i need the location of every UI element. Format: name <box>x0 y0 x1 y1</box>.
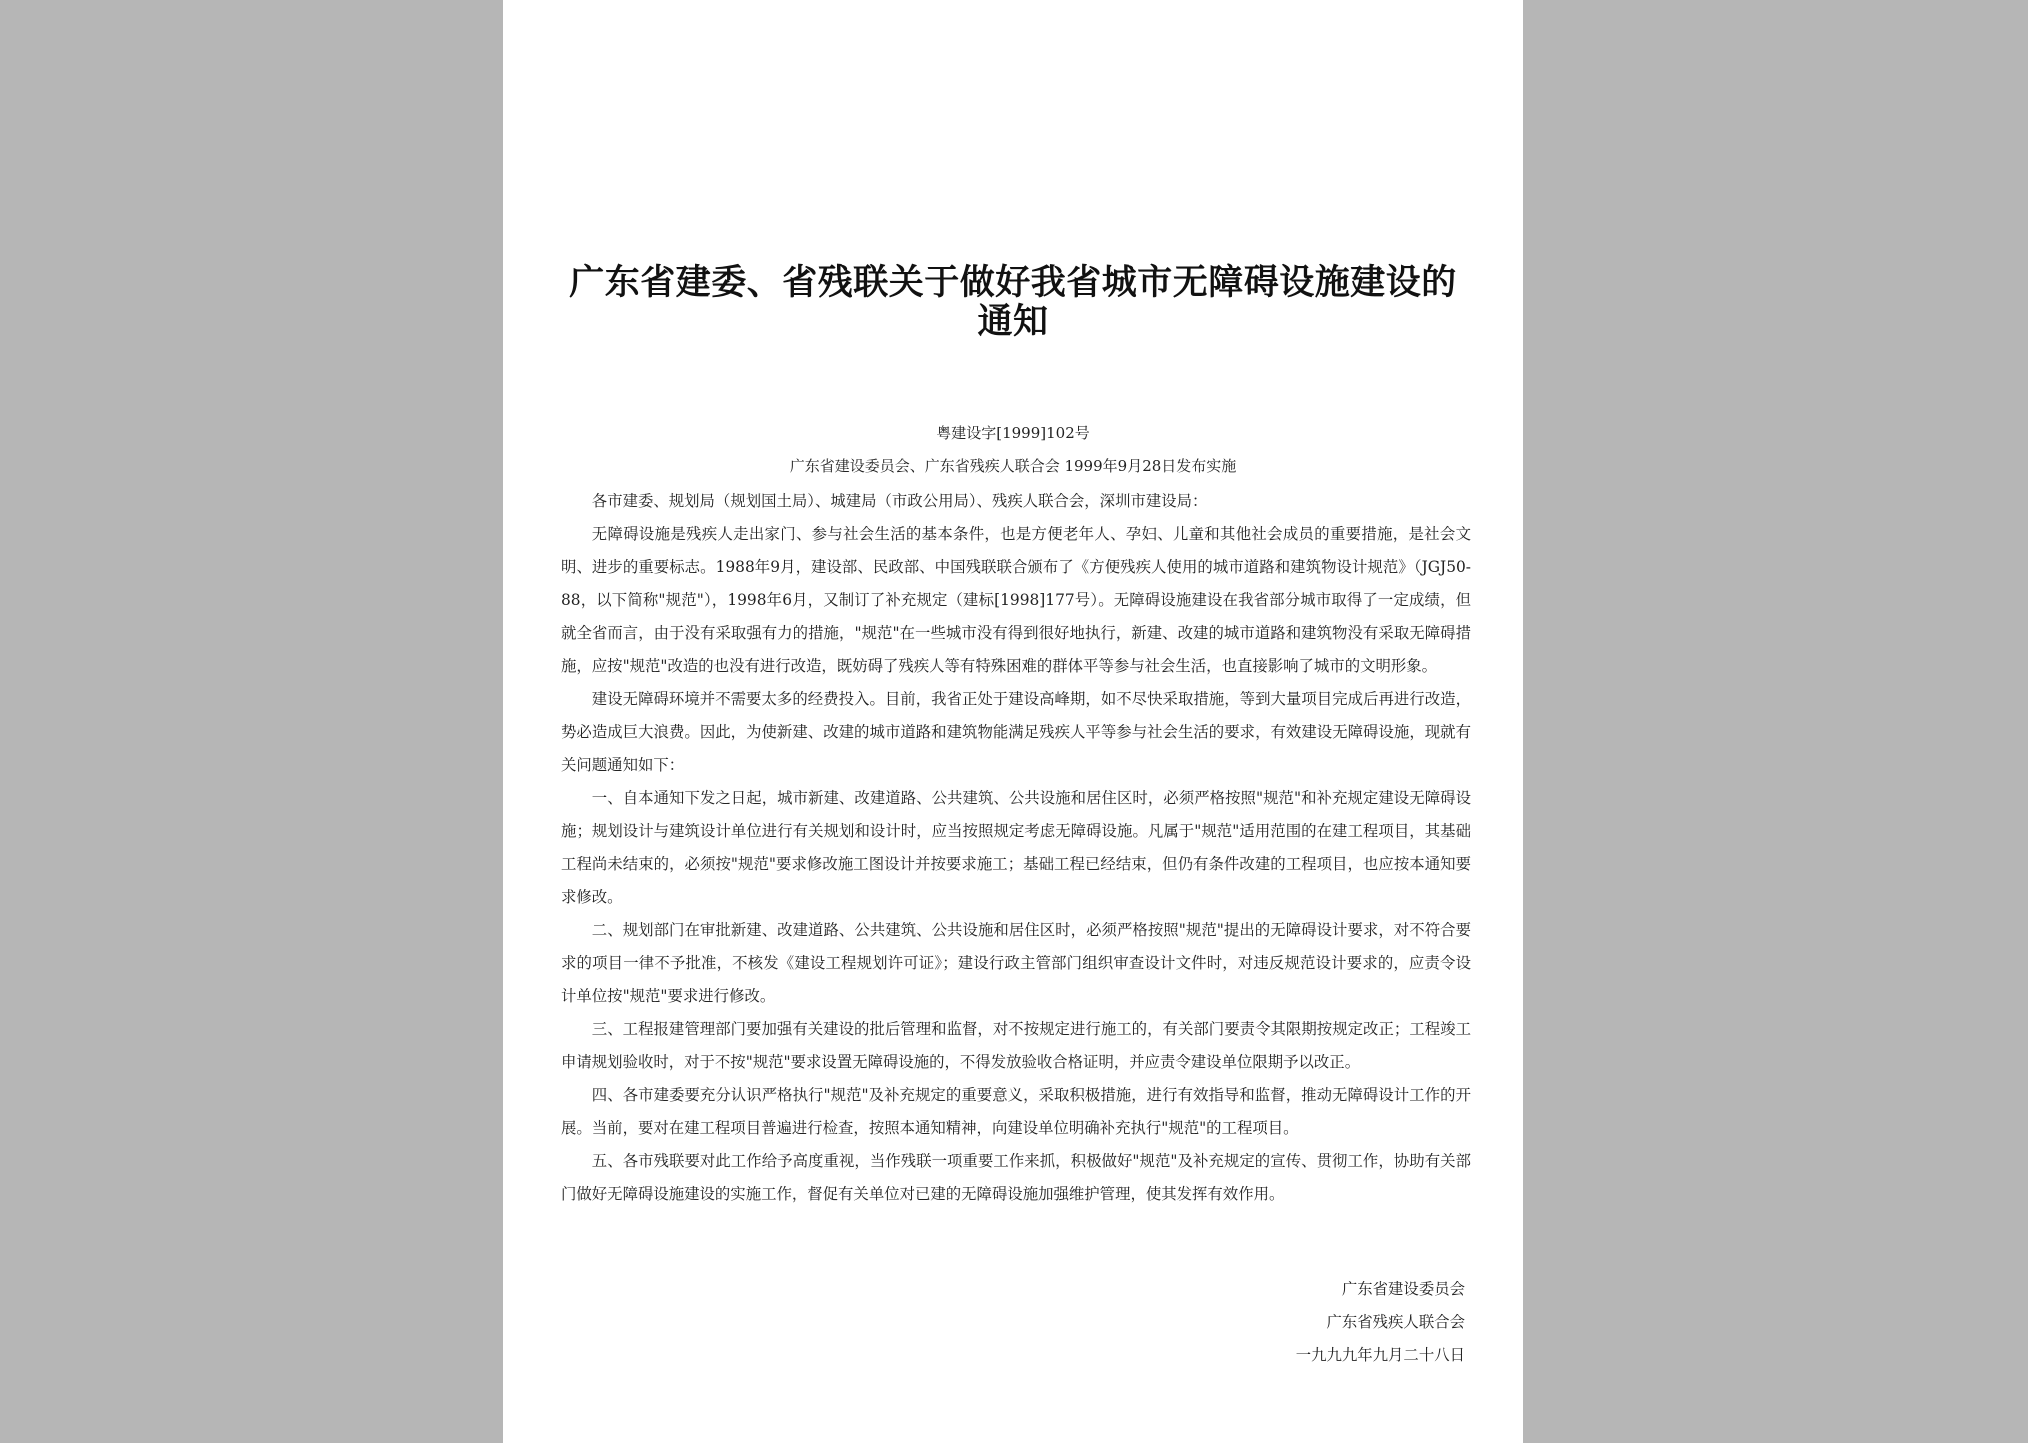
body-paragraph: 一、自本通知下发之日起，城市新建、改建道路、公共建筑、公共设施和居住区时，必须严格按照"规范"和补充规定建设无障碍设施；规划设计与建筑设计单位进行有关规划和设计时，应当按照规定考虑无障碍设施。凡属于"规范"适用范围的在建工程项目，其基础工程尚未结束的，必须按"规范"要求修改施工图设计并按要求施工；基础工程已经结束，但仍有条件改建的工程项目，也应按本通知要求修改。 <box>561 789 1471 906</box>
signature-disabled-persons-federation: 广东省残疾人联合会 <box>1326 1313 1465 1331</box>
document-title: 广东省建委、省残联关于做好我省城市无障碍设施建设的通知 <box>569 262 1457 342</box>
body-paragraph: 无障碍设施是残疾人走出家门、参与社会生活的基本条件，也是方便老年人、孕妇、儿童和其他社会成员的重要措施，是社会文明、进步的重要标志。1988年9月，建设部、民政部、中国残联联合颁布了《方便残疾人使用的城市道路和建筑物设计规范》（JGJ50-88，以下简称"规范"），1998年6月，又制订了补充规定（建标[1998]177号）。无障碍设施建设在我省部分城市取得了一定成绩，但就全省而言，由于没有采取强有力的措施，"规范"在一些城市没有得到很好地执行，新建、改建的城市道路和建筑物没有采取无障碍措施，应按"规范"改造的也没有进行改造，既妨碍了残疾人等有特殊困难的群体平等参与社会生活，也直接影响了城市的文明形象。 <box>561 525 1471 675</box>
body-paragraph: 二、规划部门在审批新建、改建道路、公共建筑、公共设施和居住区时，必须严格按照"规范"提出的无障碍设计要求，对不符合要求的项目一律不予批准，不核发《建设工程规划许可证》；建设行政主管部门组织审查设计文件时，对违反规范设计要求的，应责令设计单位按"规范"要求进行修改。 <box>561 921 1471 1005</box>
body-paragraph: 五、各市残联要对此工作给予高度重视，当作残联一项重要工作来抓，积极做好"规范"及补充规定的宣传、贯彻工作，协助有关部门做好无障碍设施建设的实施工作，督促有关单位对已建的无障碍设施加强维护管理，使其发挥有效作用。 <box>561 1152 1471 1203</box>
signature-construction-committee: 广东省建设委员会 <box>1341 1280 1465 1298</box>
body-paragraph: 建设无障碍环境并不需要太多的经费投入。目前，我省正处于建设高峰期，如不尽快采取措施，等到大量项目完成后再进行改造，势必造成巨大浪费。因此，为使新建、改建的城市道路和建筑物能满足残疾人平等参与社会生活的要求，有效建设无障碍设施，现就有关问题通知如下： <box>561 690 1471 774</box>
salutation: 各市建委、规划局（规划国土局）、城建局（市政公用局）、残疾人联合会，深圳市建设局： <box>591 492 1208 510</box>
document-number: 粤建设字[1999]102号 <box>936 424 1090 442</box>
issuer-line: 广东省建设委员会、广东省残疾人联合会 1999年9月28日发布实施 <box>789 457 1237 475</box>
document-page <box>503 0 1523 1443</box>
document-body <box>561 485 1471 1211</box>
body-paragraph: 四、各市建委要充分认识严格执行"规范"及补充规定的重要意义，采取积极措施，进行有效指导和监督，推动无障碍设计工作的开展。当前，要对在建工程项目普遍进行检查，按照本通知精神，向建设单位明确补充执行"规范"的工程项目。 <box>561 1086 1471 1137</box>
body-paragraph: 三、工程报建管理部门要加强有关建设的批后管理和监督，对不按规定进行施工的，有关部门要责令其限期按规定改正；工程竣工申请规划验收时，对于不按"规范"要求设置无障碍设施的，不得发放验收合格证明，并应责令建设单位限期予以改正。 <box>561 1020 1471 1071</box>
signature-date: 一九九九年九月二十八日 <box>1295 1346 1465 1364</box>
